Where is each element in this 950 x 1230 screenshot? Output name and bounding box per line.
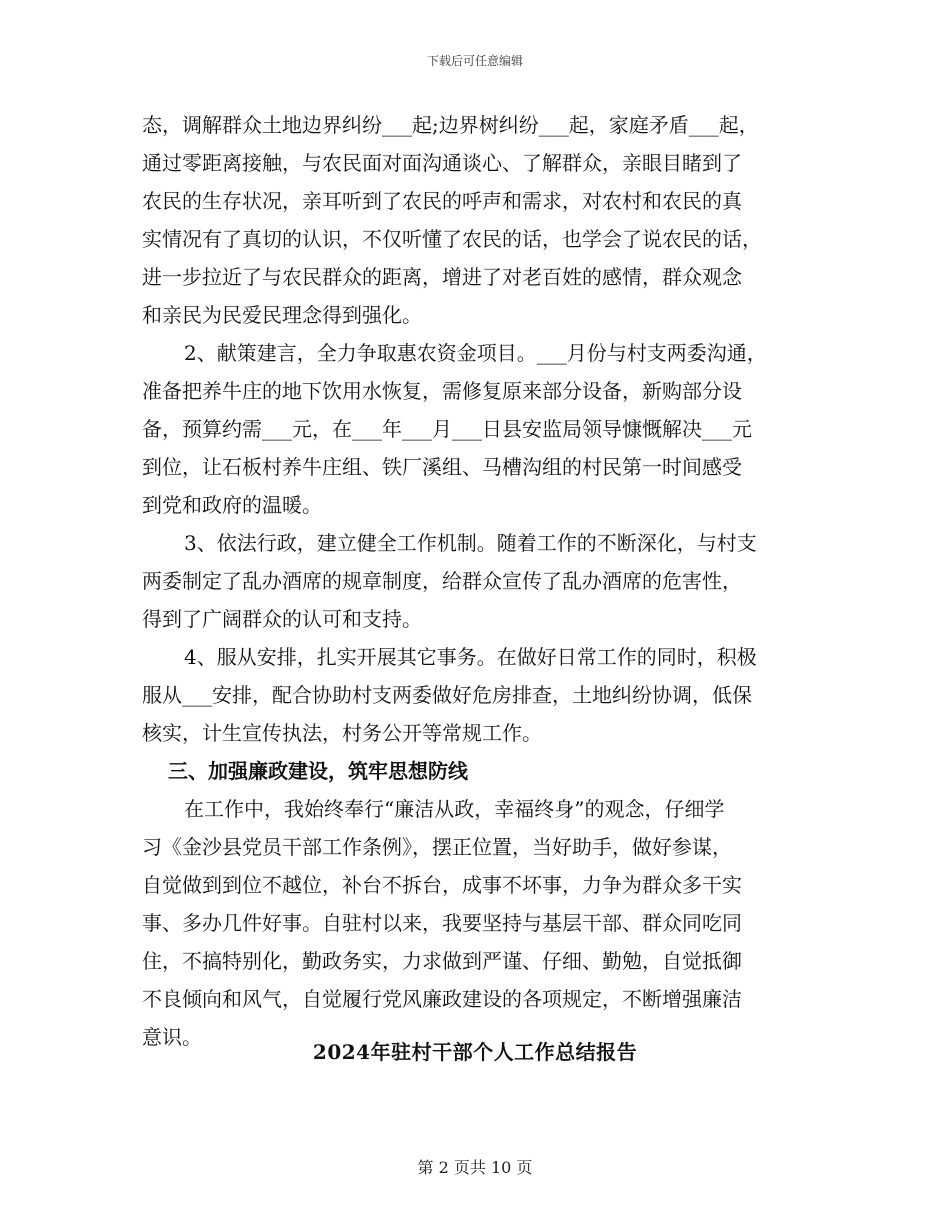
text-line: 农民的生存状况，亲耳听到了农民的呼声和需求，对农村和农民的真 (142, 189, 742, 213)
paragraph-1 (142, 106, 808, 334)
text-line: 2、献策建言，全力争取惠农资金项目。___月份与村支两委沟通， (184, 341, 767, 365)
paragraph-2 (142, 334, 808, 524)
text-line: 4、服从安排，扎实开展其它事务。在做好日常工作的同时，积极 (184, 645, 757, 669)
text-line: 3、依法行政，建立健全工作机制。随着工作的不断深化，与村支 (184, 531, 757, 555)
section-heading: 三、加强廉政建设，筑牢思想防线 (168, 759, 468, 783)
text-line: 事、多办几件好事。自驻村以来，我要坚持与基层干部、群众同吃同 (142, 911, 742, 935)
text-line: 服从___安排，配合协助村支两委做好危房排查，土地纠纷协调，低保 (142, 683, 752, 707)
text-line: 备，预算约需___元，在___年___月___日县安监局领导慷慨解决___元 (142, 417, 752, 441)
text-line: 习《金沙县党员干部工作条例》，摆正位置，当好助手，做好参谋， (142, 835, 732, 859)
text-line: 核实，计生宣传执法，村务公开等常规工作。 (142, 721, 542, 745)
text-line: 意识。 (142, 1025, 202, 1049)
text-line: 到党和政府的温暖。 (142, 493, 322, 517)
text-line: 进一步拉近了与农民群众的距离，增进了对老百姓的感情，群众观念 (142, 265, 742, 289)
section-paragraph (142, 790, 808, 1056)
text-line: 通过零距离接触，与农民面对面沟通谈心、了解群众，亲眼目睹到了 (142, 151, 742, 175)
page-number: 第 2 页共 10 页 (417, 1158, 533, 1177)
text-line: 到位，让石板村养牛庄组、铁厂溪组、马槽沟组的村民第一时间感受 (142, 455, 742, 479)
text-line: 自觉做到到位不越位，补台不拆台，成事不坏事，力争为群众多干实 (142, 873, 742, 897)
page-header: 下载后可任意编辑 (426, 54, 523, 68)
text-line: 准备把养牛庄的地下饮用水恢复，需修复原来部分设备，新购部分设 (142, 379, 742, 403)
text-line: 实情况有了真切的认识，不仅听懂了农民的话，也学会了说农民的话， (142, 227, 762, 251)
text-line: 得到了广阔群众的认可和支持。 (142, 607, 422, 631)
paragraph-4 (142, 638, 808, 752)
text-line: 和亲民为民爱民理念得到强化。 (142, 303, 422, 327)
report-title: 2024年驻村干部个人工作总结报告 (312, 1040, 638, 1064)
document-body (142, 106, 808, 1056)
paragraph-3 (142, 524, 808, 638)
text-line: 态，调解群众土地边界纠纷___起;边界树纠纷___起，家庭矛盾___起， (142, 113, 759, 137)
text-line: 住，不搞特别化，勤政务实，力求做到严谨、仔细、勤勉，自觉抵御 (142, 949, 742, 973)
text-line: 不良倾向和风气，自觉履行党风廉政建设的各项规定，不断增强廉洁 (142, 987, 742, 1011)
text-line: 在工作中，我始终奉行“廉洁从政，幸福终身”的观念，仔细学 (184, 797, 725, 821)
text-line: 两委制定了乱办酒席的规章制度，给群众宣传了乱办酒席的危害性， (142, 569, 742, 593)
